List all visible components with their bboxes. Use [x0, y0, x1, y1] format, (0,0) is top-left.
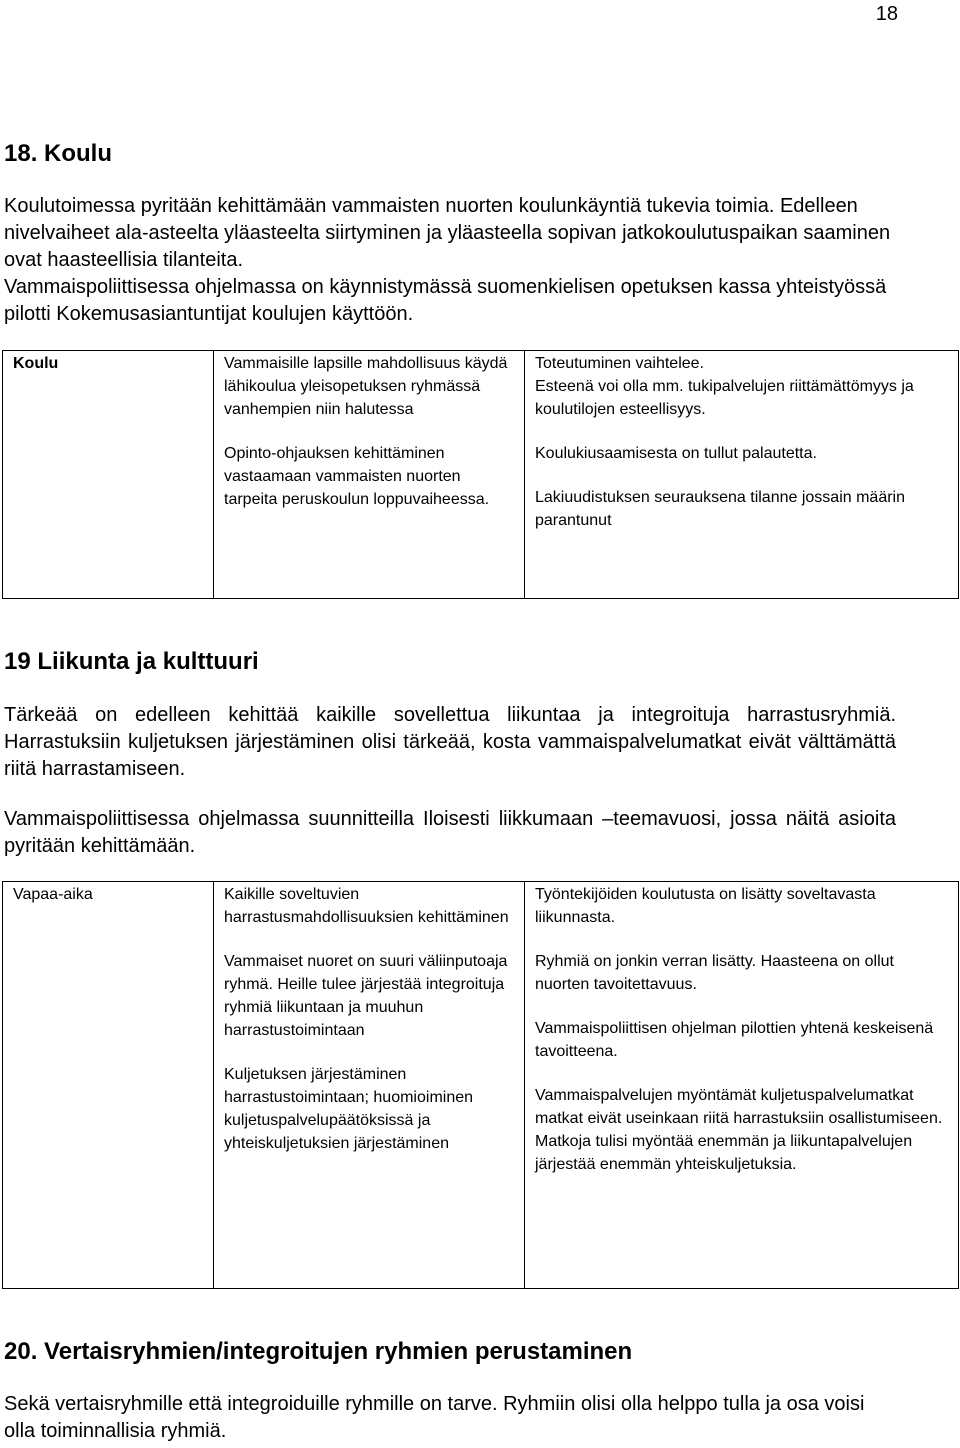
leisure-status-2: Ryhmiä on jonkin verran lisätty. Haasteena on ollut nuorten tavoitettavuus.: [535, 953, 894, 993]
section-19: [4, 648, 896, 676]
leisure-goal-2: Vammaiset nuoret on suuri väliinputoaja ryhmä. Heille tulee järjestää integroituja ryhmiä liikuntaan ja muuhun harrastustoimintaan: [224, 953, 508, 1039]
school-status-1: Toteutuminen vaihtelee.: [535, 355, 704, 372]
section-20: [4, 1338, 896, 1366]
leisure-table-goals-cell: [214, 882, 525, 1289]
section-20-body: [4, 1391, 896, 1445]
section-20-heading: 20. Vertaisryhmien/integroitujen ryhmien perustaminen: [4, 1338, 633, 1365]
leisure-table-status-cell: [525, 882, 959, 1289]
section-19-body: [4, 702, 896, 860]
leisure-status-3: Vammaispoliittisen ohjelman pilottien yhtenä keskeisenä tavoitteena.: [535, 1020, 934, 1060]
school-status-2: Esteenä voi olla mm. tukipalvelujen riittämättömyys ja koulutilojen esteellisyys.: [535, 378, 914, 418]
page-number: 18: [875, 3, 898, 25]
leisure-status-4: Vammaispalvelujen myöntämät kuljetuspalvelumatkat matkat eivät useinkaan riitä harrastuksiin osallistumiseen.: [535, 1087, 943, 1127]
leisure-table: [2, 881, 959, 1289]
leisure-status-1: Työntekijöiden koulutusta on lisätty soveltavasta liikunnasta.: [535, 886, 876, 926]
leisure-table-label: Vapaa-aika: [13, 886, 93, 903]
section-18: [4, 140, 896, 168]
school-goal-2: Opinto-ohjauksen kehittäminen vastaamaan vammaisten nuorten tarpeita peruskoulun loppuvaiheessa.: [224, 445, 490, 508]
leisure-table-label-cell: [3, 882, 214, 1289]
school-table-label: Koulu: [13, 355, 59, 372]
school-table-status-cell: [525, 351, 959, 599]
school-table-goals-cell: [214, 351, 525, 599]
leisure-status-5: Matkoja tulisi myöntää enemmän ja liikuntapalvelujen järjestää enemmän yhteiskuljetuksia.: [535, 1133, 913, 1173]
school-table: [2, 350, 959, 599]
section-19-heading: 19 Liikunta ja kulttuuri: [4, 648, 259, 675]
section-19-paragraph-2: Vammaispoliittisessa ohjelmassa suunnitteilla Iloisesti liikkumaan –teemavuosi, jossa näitä asioita pyritään kehittämään.: [4, 808, 896, 857]
school-goal-1: Vammaisille lapsille mahdollisuus käydä lähikoulua yleisopetuksen ryhmässä vanhempien niin halutessa: [224, 355, 508, 418]
section-18-heading: 18. Koulu: [4, 140, 113, 167]
school-table-label-cell: [3, 351, 214, 599]
section-18-paragraph-2: Vammaispoliittisessa ohjelmassa on käynnistymässä suomenkielisen opetuksen kassa yhteistyössä pilotti Kokemusasiantuntijat koulujen käyttöön.: [4, 276, 887, 325]
leisure-goal-3: Kuljetuksen järjestäminen harrastustoimintaan; huomioiminen kuljetuspalvelupäätöksissä ja yhteiskuljetuksien järjestäminen: [224, 1066, 474, 1152]
section-18-paragraph-1: Koulutoimessa pyritään kehittämään vammaisten nuorten koulunkäyntiä tukevia toimia. Edelleen nivelvaiheet ala-asteelta yläasteelta siirtyminen ja yläasteella sopivan jatkokoulutuspaikan saaminen ovat haasteellisia tilanteita.: [4, 195, 891, 271]
table-row: [3, 351, 959, 599]
section-20-paragraph-1: Sekä vertaisryhmille että integroiduille ryhmille on tarve. Ryhmiin olisi olla helppo tulla ja osa voisi olla toiminnallisia ryhmiä.: [4, 1393, 865, 1442]
section-18-body: [4, 193, 896, 328]
section-19-paragraph-1: Tärkeää on edelleen kehittää kaikille sovellettua liikuntaa ja integroituja harrastusryhmiä. Harrastuksiin kuljetuksen järjestäminen olisi tärkeää, kosta vammaispalvelumatkat eivät välttämättä riitä harrastamiseen.: [4, 704, 896, 780]
table-row: [3, 882, 959, 1289]
school-status-3: Koulukiusaamisesta on tullut palautetta.: [535, 445, 817, 462]
leisure-goal-1: Kaikille soveltuvien harrastusmahdollisuuksien kehittäminen: [224, 886, 509, 926]
school-status-4: Lakiuudistuksen seurauksena tilanne jossain määrin parantunut: [535, 489, 905, 529]
